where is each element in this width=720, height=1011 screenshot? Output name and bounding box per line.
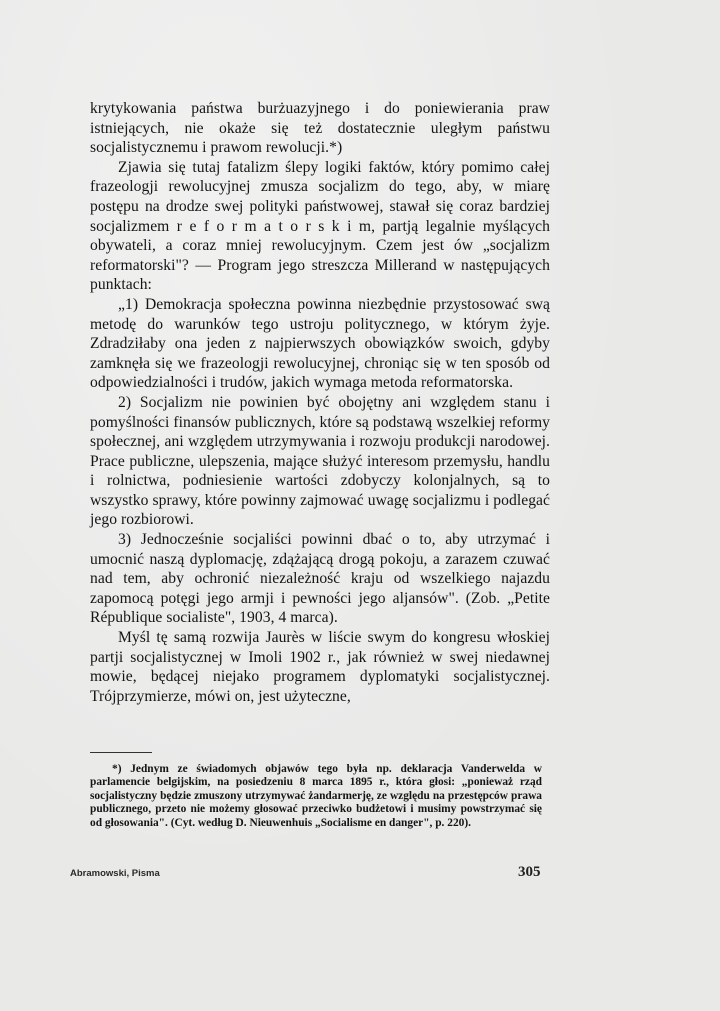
page-number: 305 <box>518 864 541 880</box>
footnote-divider <box>90 752 152 753</box>
paragraph: Myśl tę samą rozwija Jaurès w liście swym do kongresu włoskiej partji socjalistycznej w Imoli 1902 r., jak również w swej niedawnej mowie, będącej niejako programem dyplomatyki socjalistycznej. Trójprzymierze, mówi on, jest użyteczne, <box>90 629 550 705</box>
footnote-text: *) Jednym ze świadomych objawów tego była np. deklaracja Vanderwelda w parlamencie belgijskim, na posiedzeniu 8 marca 1895 r., która głosi: „ponieważ rząd socjalistyczny będzie zmuszony utrzymywać żandarmerję, ze względu na przestępców prawa publicznego, przeto nie możemy głosować przeciwko budżetowi i musimy powstrzymać się od głosowania". (Cyt. według D. Nieuwenhuis „Socialisme en danger", p. 220). <box>90 763 542 829</box>
paragraph: 2) Socjalizm nie powinien być obojętny ani względem stanu i pomyślności finansów publicznych, które są podstawą wszelkiej reformy społecznej, ani względem utrzymywania i rozwoju produkcji narodowej. Prace publiczne, ulepszenia, mające służyć interesom przemysłu, handlu i rolnictwa, podniesienie wartości zdobyczy kolonjalnych, są to wszystko sprawy, które powinny zajmować uwagę socjalizmu i podlegać jego rozbiorowi. <box>90 393 550 529</box>
paragraph: „1) Demokracja społeczna powinna niezbędnie przystosować swą metodę do warunków tego ustroju politycznego, w którym żyje. Zdradziłaby ona jeden z najpierwszych obowiązków swoich, gdyby zamknęła się we frazeologji rewolucyjnej, chroniąc się w ten sposób od odpowiedzialności i trudów, jakich wymaga metoda reformatorska. <box>90 295 550 392</box>
paragraph: Zjawia się tutaj fatalizm ślepy logiki faktów, który pomimo całej frazeologji rewolucyjnej zmusza socjalizm do tego, aby, w miarę postępu na drodze swej polityki państwowej, stawał się coraz bardziej socjalizmem r e f o r m a t o r s k i m, partją legalnie myślących obywateli, a coraz mniej rewolucyjnym. Czem jest ów „socjalizm reformatorski"? — Program jego streszcza Millerand w następujących punktach: <box>90 158 550 294</box>
main-text <box>90 99 550 706</box>
footnote <box>90 763 542 830</box>
footer-source: Abramowski, Pisma <box>70 868 160 879</box>
paragraph: 3) Jednocześnie socjaliści powinni dbać o to, aby utrzymać i umocnić naszą dyplomację, zdążającą drogą pokoju, a zarazem czuwać nad tem, aby ochronić niezależność kraju od wszelkiego najazdu zapomocą potęgi jego armji i pewności jego aljansów". (Zob. „Petite République socialiste", 1903, 4 marca). <box>90 531 550 627</box>
paragraph: krytykowania państwa burżuazyjnego i do poniewierania praw istniejących, nie okaże się też dostatecznie uległym państwu socjalistycznemu i prawom rewolucji.*) <box>90 100 550 157</box>
